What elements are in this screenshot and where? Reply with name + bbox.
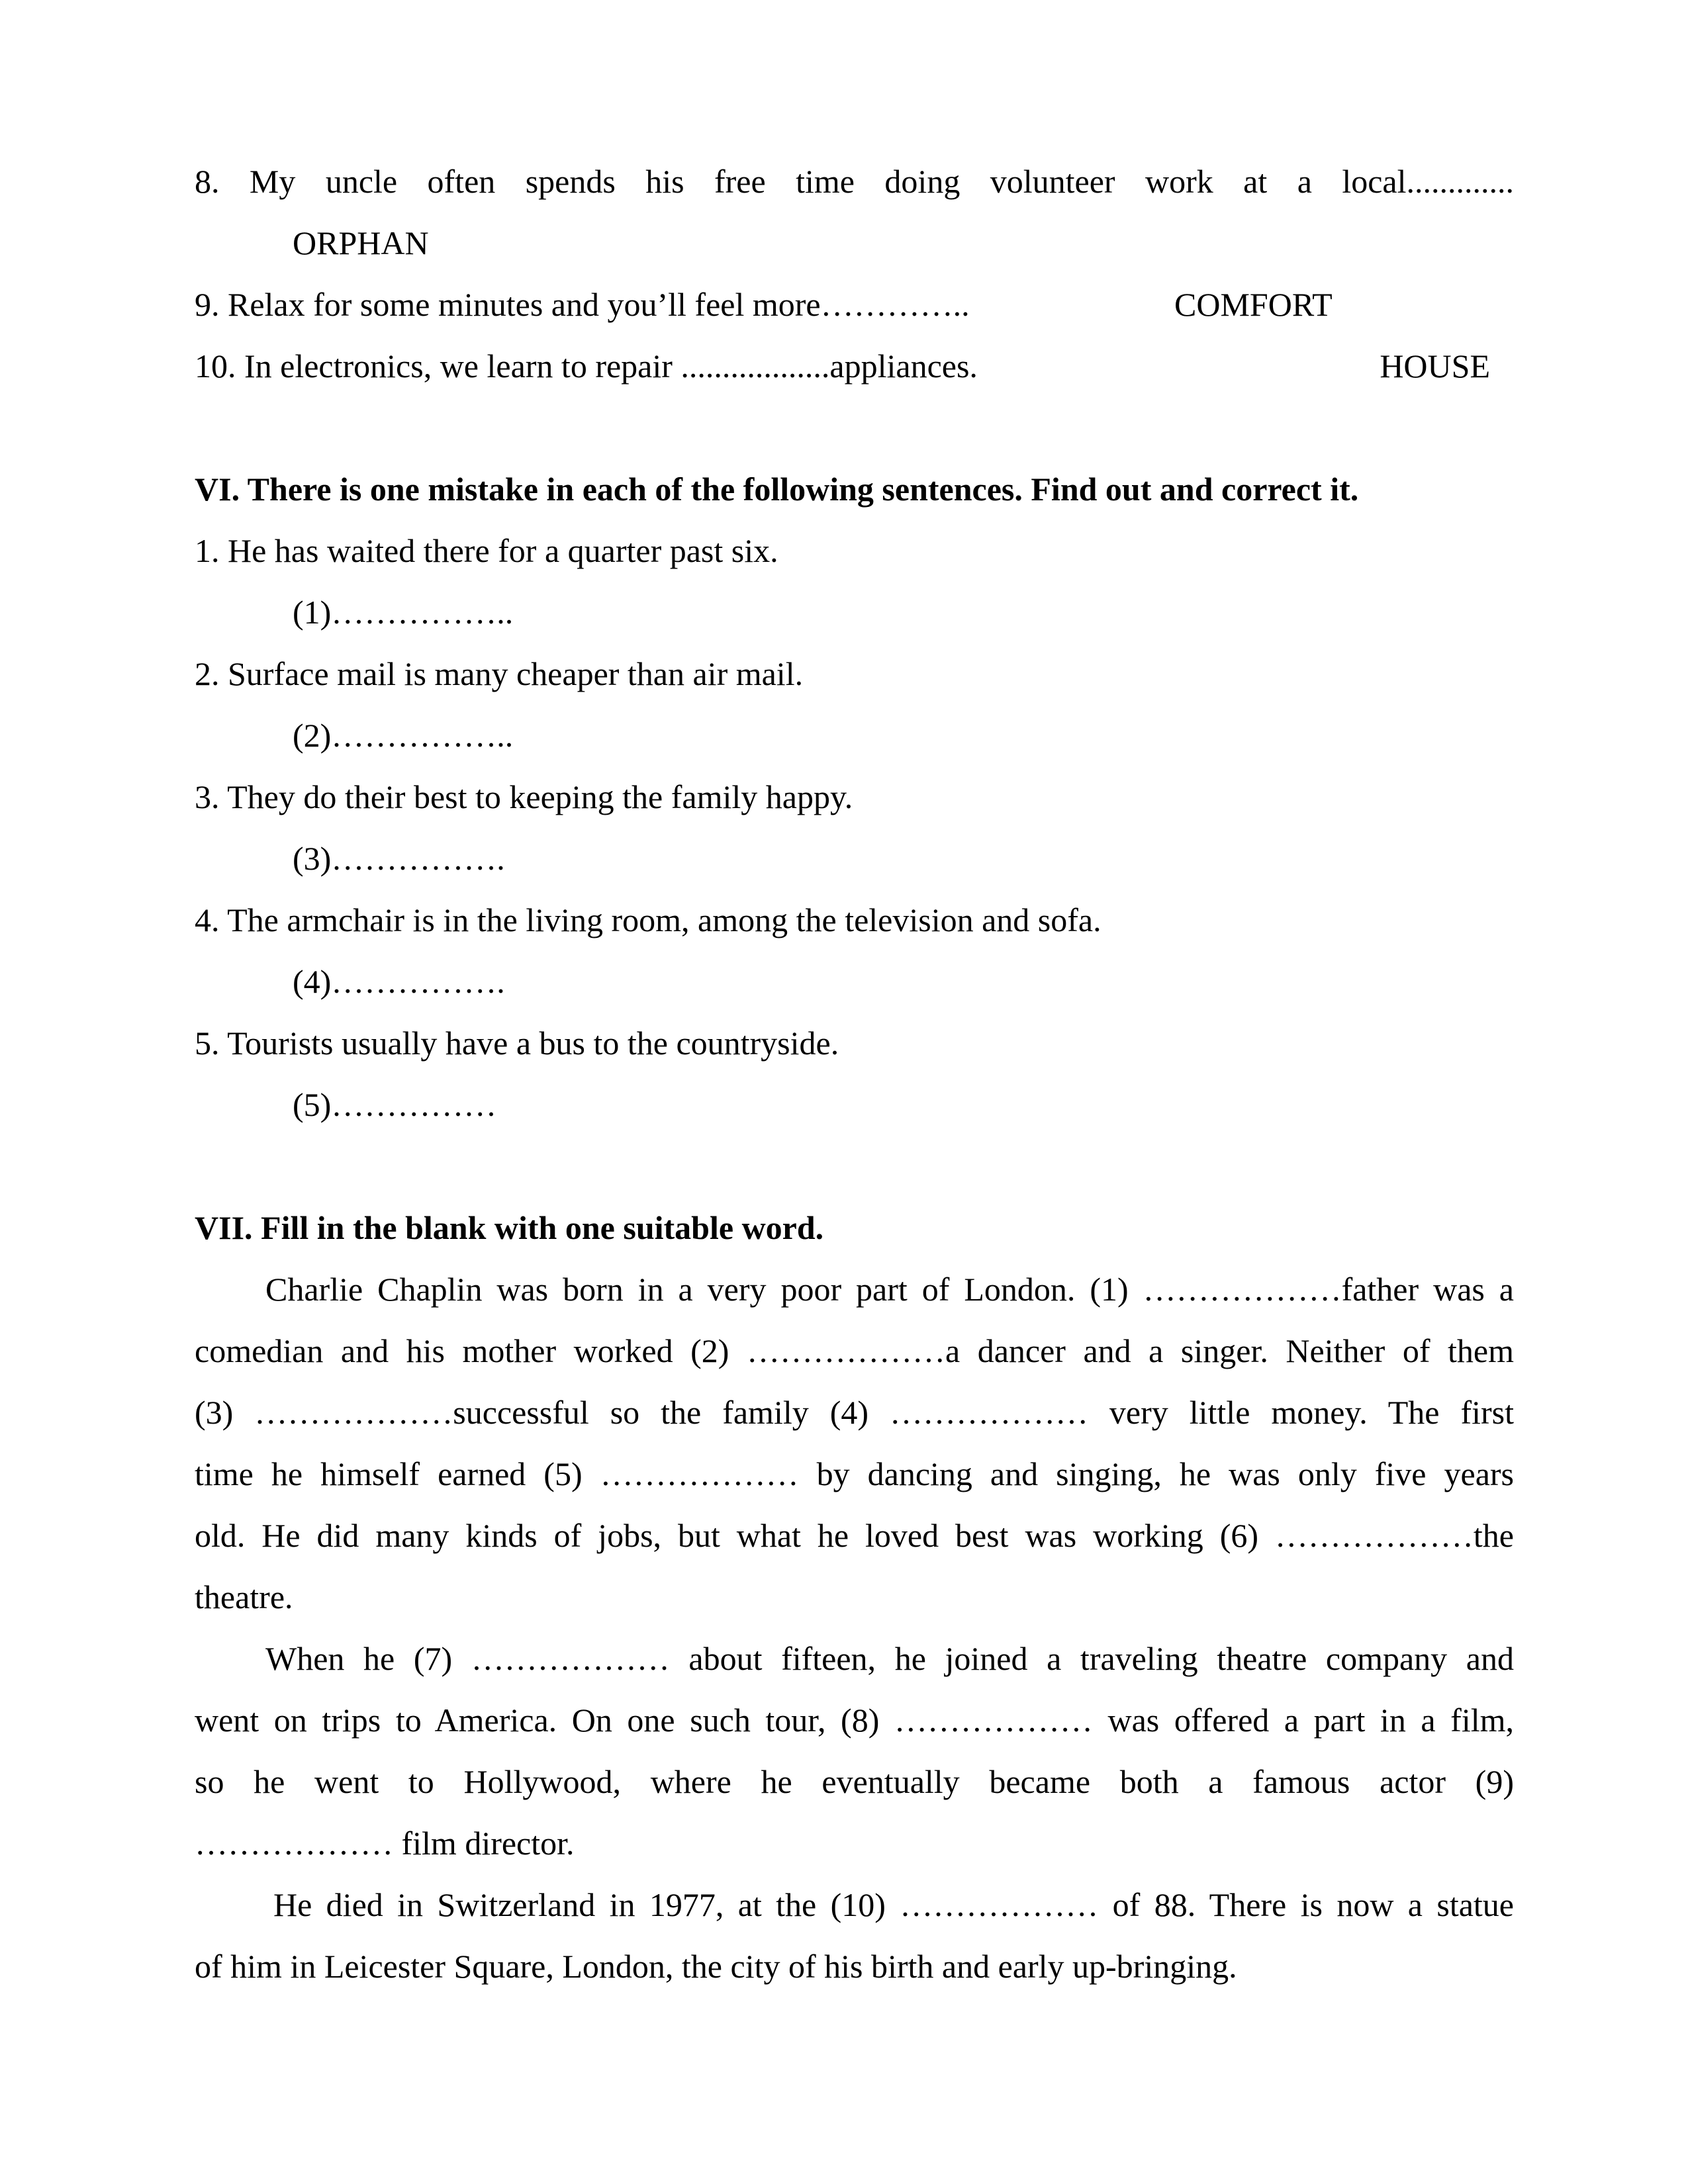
section-7-title: VII. Fill in the blank with one suitable word. [195,1209,824,1246]
mistake-answer-3[interactable]: (3)……………. [293,840,505,877]
passage-line: of him in Leicester Square, London, the city of his birth and early up-bringing. [195,1948,1237,1985]
question-10-word: HOUSE [1380,347,1490,385]
mistake-sentence-2: 2. Surface mail is many cheaper than air mail. [195,655,804,692]
mistake-sentence-5: 5. Tourists usually have a bus to the countryside. [195,1024,839,1062]
passage-line: so he went to Hollywood, where he eventually became both a famous actor (9) [195,1763,1514,1800]
question-8-text: 8. My uncle often spends his free time doing volunteer work at a local............. [195,163,1514,200]
mistake-answer-1[interactable]: (1)…………….. [293,594,514,631]
mistake-sentence-3: 3. They do their best to keeping the family happy. [195,778,853,815]
passage-line: comedian and his mother worked (2) ………………a dancer and a singer. Neither of them [195,1332,1514,1369]
question-8 [195,151,1514,212]
question-10 [195,336,1514,397]
passage-line: went on trips to America. On one such tour, (8) ……………… was offered a part in a film, [195,1702,1514,1739]
passage-paragraph-3 [195,1874,1514,1997]
question-9-word: COMFORT [1174,286,1333,323]
section-6-title: VI. There is one mistake in each of the following sentences. Find out and correct it. [195,471,1359,508]
passage-line: (3) ………………successful so the family (4) ……………… very little money. The first [195,1394,1514,1431]
question-9-text: 9. Relax for some minutes and you’ll feel more………….. [195,286,970,323]
passage-line: ……………… film director. [195,1825,575,1862]
passage-paragraph-1 [195,1259,1514,1628]
question-9 [195,274,1514,336]
mistake-answer-5[interactable]: (5)…………… [293,1086,497,1123]
passage-line: time he himself earned (5) ……………… by dancing and singing, he was only five years [195,1455,1514,1492]
mistake-sentence-1: 1. He has waited there for a quarter past six. [195,532,778,569]
question-10-text: 10. In electronics, we learn to repair ..................appliances. [195,347,978,385]
passage-line: theatre. [195,1578,293,1615]
passage-line: He died in Switzerland in 1977, at the (10) ……………… of 88. There is now a statue [273,1886,1514,1923]
question-8-word: ORPHAN [293,224,429,261]
mistake-answer-2[interactable]: (2)…………….. [293,717,514,754]
mistake-answer-4[interactable]: (4)……………. [293,963,505,1000]
passage-line: When he (7) ……………… about fifteen, he joined a traveling theatre company and [265,1640,1514,1677]
passage-paragraph-2 [195,1628,1514,1874]
passage-line: Charlie Chaplin was born in a very poor part of London. (1) ………………father was a [265,1271,1514,1308]
passage-line: old. He did many kinds of jobs, but what he loved best was working (6) ………………the [195,1517,1514,1554]
worksheet-page [195,151,1514,1997]
mistake-sentence-4: 4. The armchair is in the living room, among the television and sofa. [195,901,1102,938]
